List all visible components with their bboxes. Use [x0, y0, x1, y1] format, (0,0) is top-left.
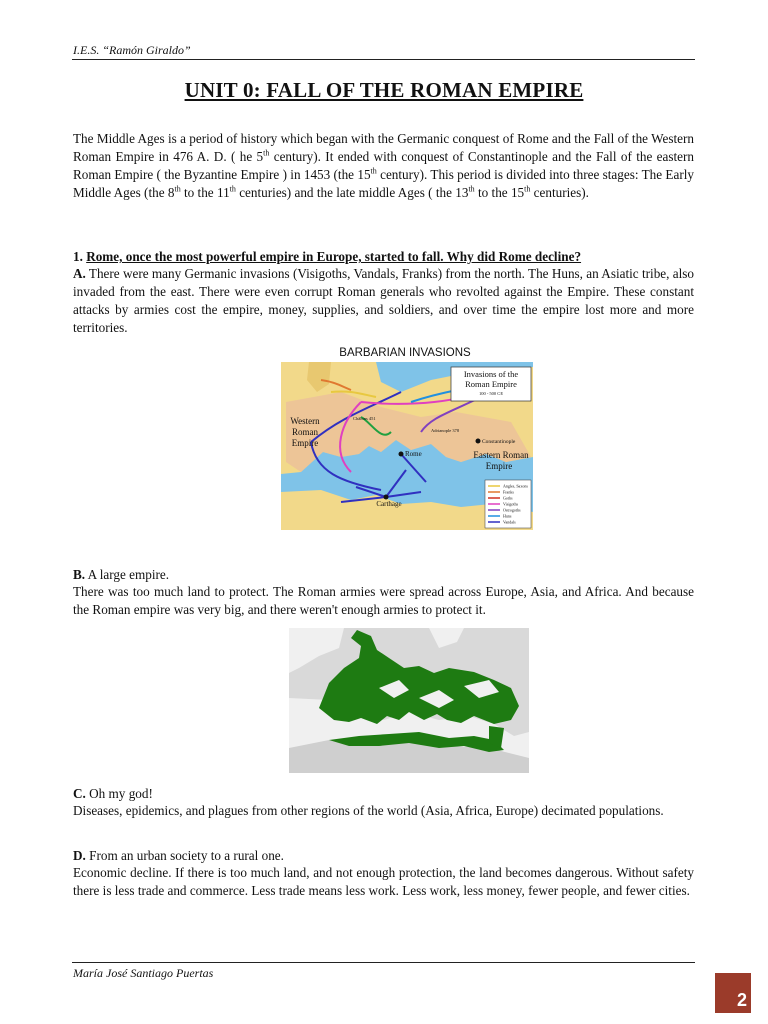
section-1-question: 1. Rome, once the most powerful empire in Europe, started to fall. Why did Rome decline? — [73, 249, 582, 264]
map-caption: BARBARIAN INVASIONS — [339, 347, 471, 359]
map-legend-label: Ostrogoths — [503, 507, 521, 513]
point-c-text: Diseases, epidemics, and plagues from other regions of the world (Asia, Africa, Europe) decimated populations. — [73, 803, 664, 818]
header-school: I.E.S. “Ramón Giraldo” — [73, 43, 191, 57]
point-d-text: Economic decline. If there is too much land, and not enough protection, the land becomes dangerous. Without safety there is less trade and commerce. Less trade means less work. Less work, less money, fewer people, and fewer cities. — [73, 865, 694, 898]
point-a: A. There were many Germanic invasions (Visigoths, Vandals, Franks) from the north. The Huns, an Asiatic tribe, also invaded from the east. There were even corrupt Roman generals who revolted against the Empire. These constant attacks by armies cost the empire, money, supplies, and soldiers, and over time the empire lost more and more territories. — [73, 266, 694, 335]
point-b-text: There was too much land to protect. The Roman armies were spread across Europe, Asia, and Africa. And because the Roman empire was very big, and there weren't enough armies to protect it. — [73, 584, 694, 617]
map-label-carthage: Carthage — [376, 500, 402, 508]
map-legend-label: Angles, Saxons — [503, 483, 528, 489]
map-label-east-2: Empire — [485, 461, 513, 471]
intro-paragraph: The Middle Ages is a period of history which began with the Germanic conquest of Rome and the Fall of the Western Roman Empire in 476 A. D. ( he 5th century). It ended with conquest of Constantinople and the Fall of the eastern Roman Empire ( the Byzantine Empire ) in 1453 (the 15th century). This period is divided into three stages: The Early Middle Ages (the 8th to the 11th centuries) and the late middle Ages ( the 13th to the 15th centuries). — [73, 131, 694, 200]
map-label-east-1: Eastern Roman — [473, 450, 529, 460]
barbarian-invasions-map — [281, 362, 533, 530]
roman-empire-extent-map — [289, 628, 529, 773]
map-legend-label: Huns — [503, 513, 512, 519]
page-title: UNIT 0: FALL OF THE ROMAN EMPIRE — [184, 78, 584, 102]
page-number: 2 — [715, 973, 751, 1013]
map-legend-label: Goths — [503, 495, 513, 501]
map-box-title-2: Roman Empire — [465, 379, 517, 389]
point-d-heading: D. From an urban society to a rural one. — [73, 848, 284, 863]
map-label-chalons: Châlons 451 — [353, 416, 376, 421]
map-label-west-3: Empire — [291, 438, 319, 448]
map-label-west-2: Roman — [292, 427, 318, 437]
footer-divider — [72, 962, 695, 963]
map-legend-label: Visigoths — [503, 501, 519, 507]
header-divider — [72, 59, 695, 60]
map-legend-label: Franks — [503, 489, 514, 495]
point-c-heading: C. Oh my god! — [73, 786, 153, 801]
map-box-subtitle: 100 - 500 CE — [478, 391, 504, 396]
map-label-west-1: Western — [290, 416, 320, 426]
map-label-adrianople: Adrianople 378 — [431, 428, 460, 433]
map-box-title-1: Invasions of the — [463, 369, 519, 379]
map-legend-label: Vandals — [503, 519, 516, 525]
map-label-constantinople: Constantinople — [482, 439, 516, 445]
point-b-heading: B. A large empire. — [73, 567, 170, 582]
footer-author: María José Santiago Puertas — [73, 966, 214, 980]
map-label-rome: Rome — [405, 450, 422, 458]
